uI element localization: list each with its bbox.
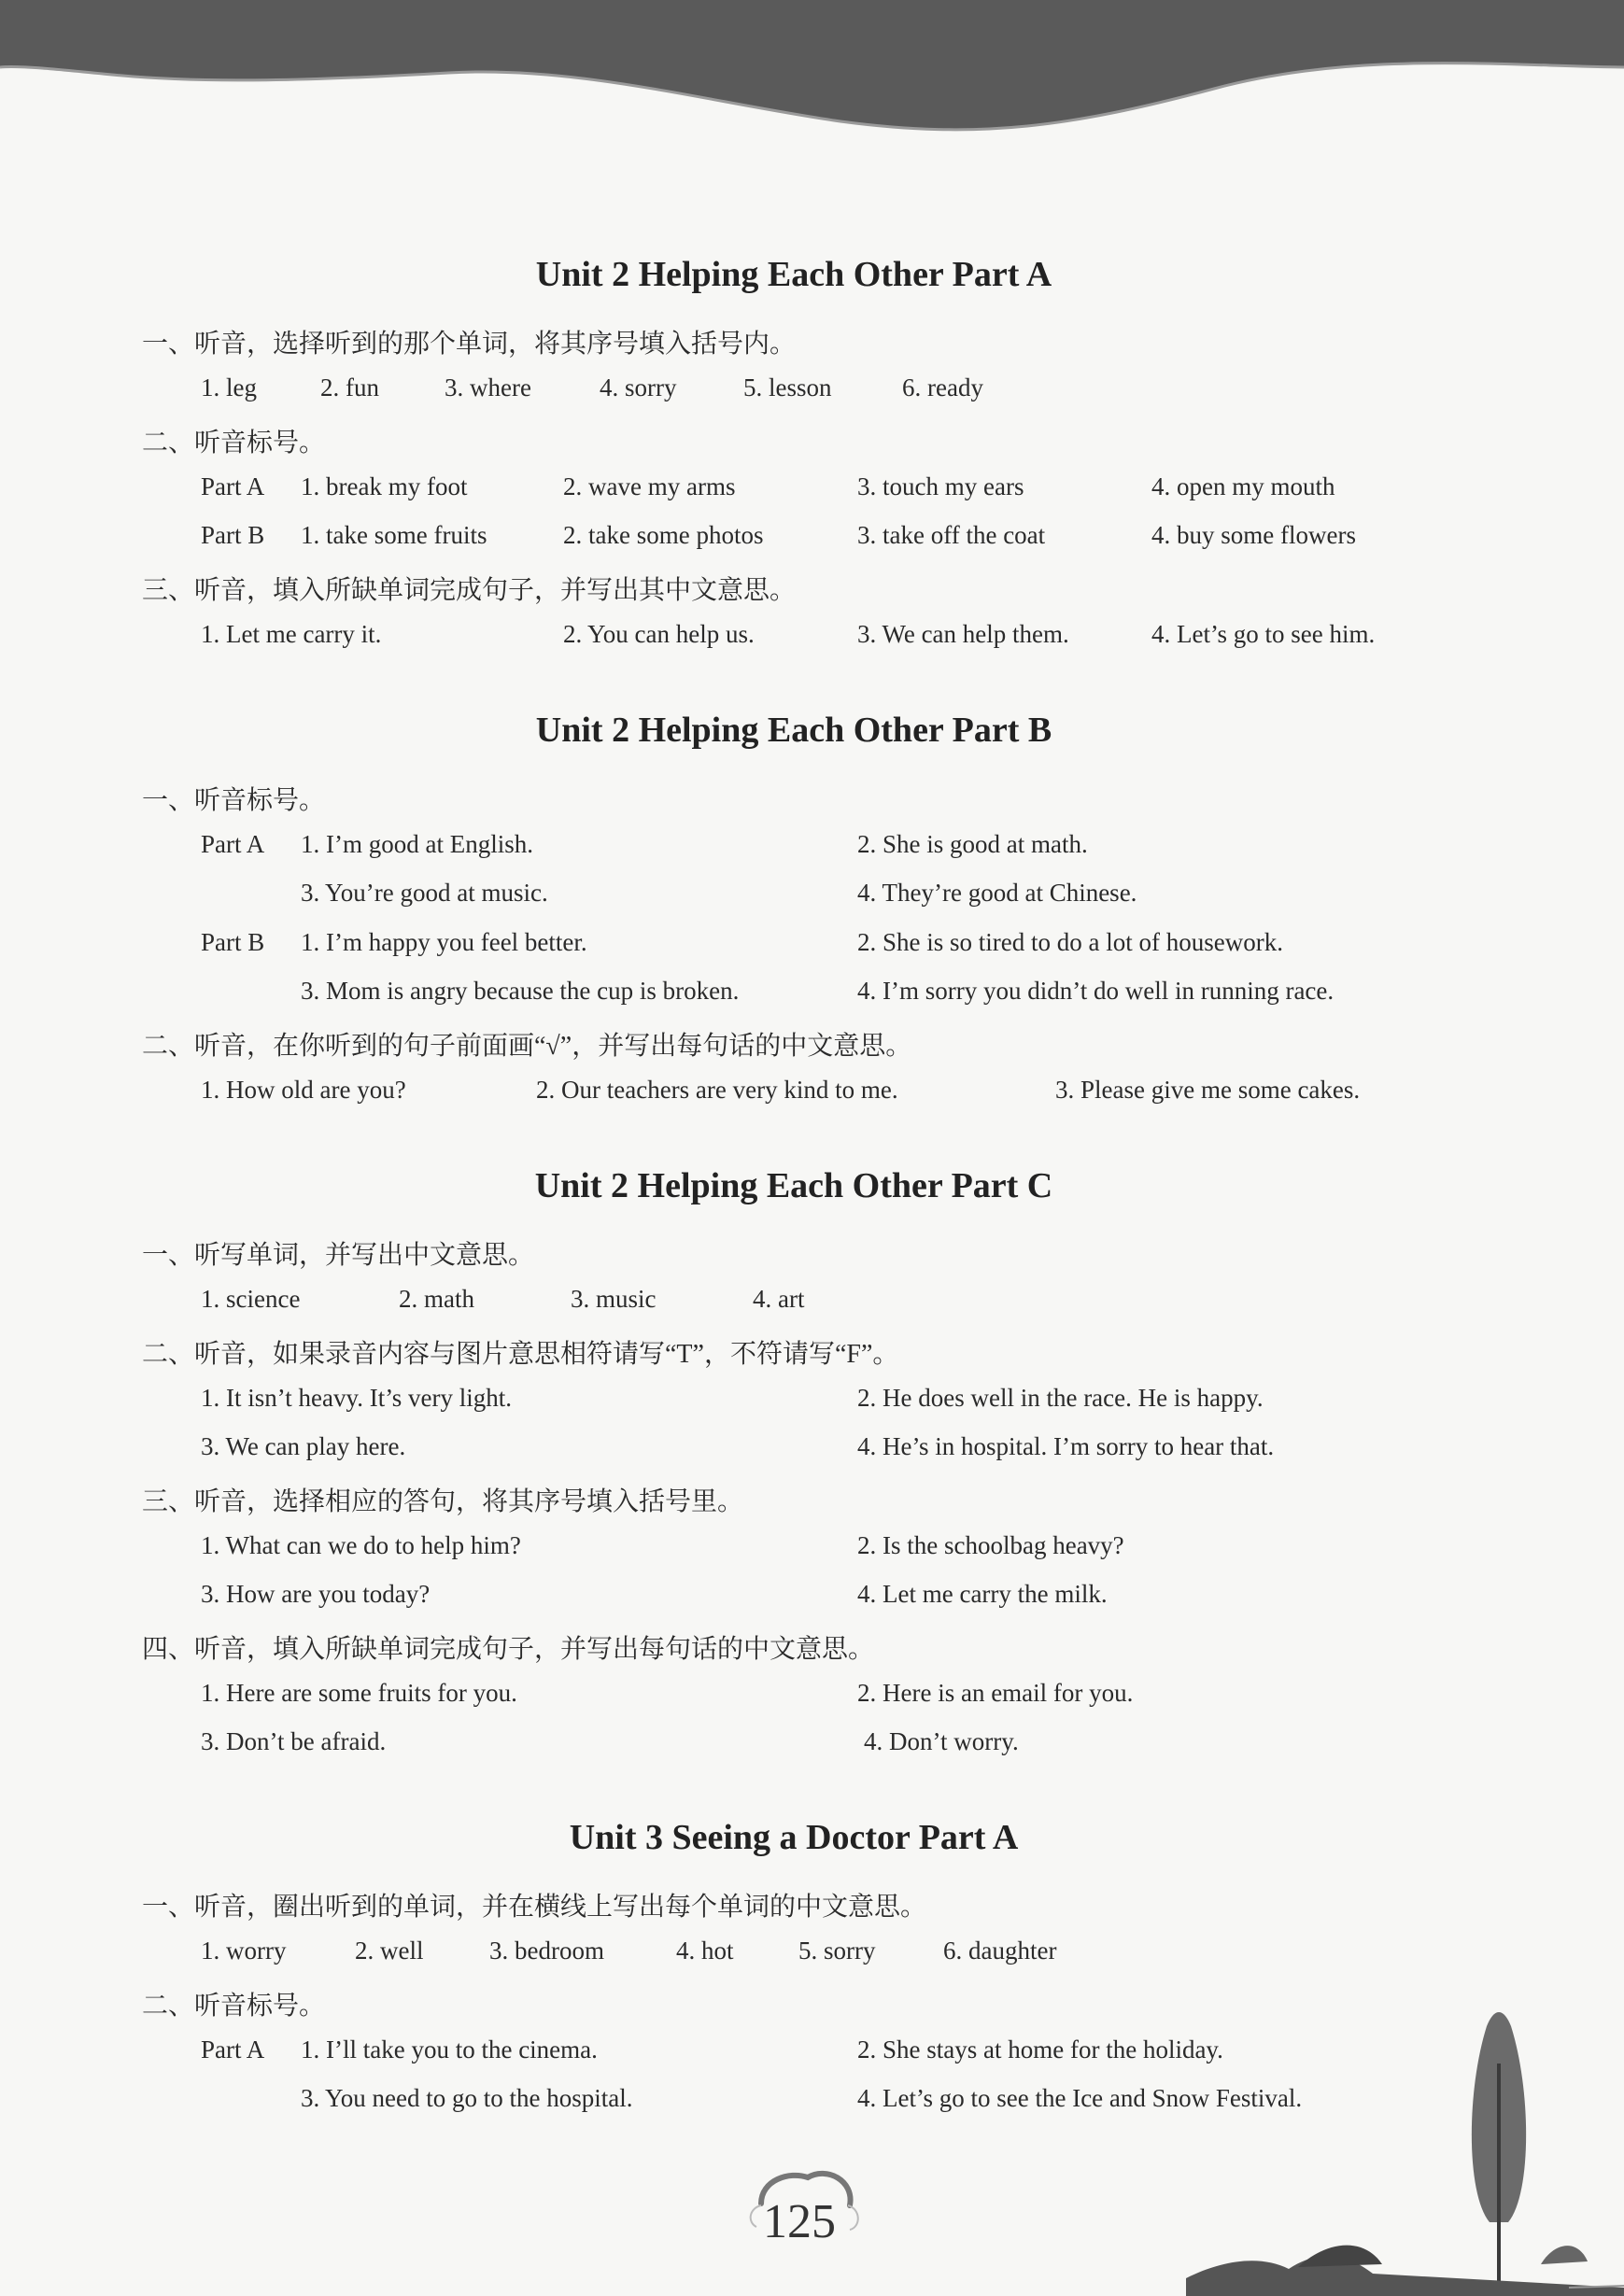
answer-item: 3. take off the coat (857, 521, 1046, 549)
answer-item: 2. Is the schoolbag heavy? (857, 1531, 1124, 1559)
question-heading: 一、听音，圈出听到的单词，并在横线上写出每个单词的中文意思。 (142, 1893, 927, 1922)
part-label: Part A (201, 830, 265, 858)
answer-item: 3. bedroom (489, 1937, 604, 1965)
answer-item: 1. worry (201, 1937, 287, 1965)
answer-item: 3. We can play here. (201, 1432, 406, 1460)
answer-item: 2. She stays at home for the holiday. (857, 2035, 1223, 2064)
answer-item: 2. math (399, 1285, 474, 1313)
question-heading: 二、听音，在你听到的句子前面画“√”，并写出每句话的中文意思。 (142, 1032, 912, 1061)
answer-item: 6. ready (902, 373, 983, 401)
answer-item: 5. sorry (798, 1937, 876, 1965)
answer-item: 1. I’m happy you feel better. (301, 928, 587, 956)
answer-item: 3. Please give me some cakes. (1055, 1076, 1361, 1104)
part-label: Part B (201, 928, 265, 956)
answer-item: 3. How are you today? (201, 1580, 431, 1608)
answer-item: 2. You can help us. (563, 620, 755, 648)
answer-item: 4. They’re good at Chinese. (857, 879, 1137, 907)
answer-item: 3. touch my ears (857, 472, 1024, 500)
answer-item: 3. where (445, 373, 531, 401)
answer-item: 1. How old are you? (201, 1076, 406, 1104)
answer-item: 4. Let me carry the milk. (857, 1580, 1108, 1608)
part-label: Part A (201, 2035, 265, 2064)
answer-item: 3. music (571, 1285, 657, 1313)
answer-item: 1. Here are some fruits for you. (201, 1679, 517, 1707)
answer-item: 2. Here is an email for you. (857, 1679, 1134, 1707)
answer-item: 4. I’m sorry you didn’t do well in running race. (857, 977, 1335, 1005)
answer-item: 1. What can we do to help him? (201, 1531, 521, 1559)
answer-item: 4. buy some flowers (1151, 521, 1356, 549)
answer-item: 3. Don’t be afraid. (201, 1727, 387, 1755)
answer-item: 2. well (355, 1937, 424, 1965)
question-heading: 四、听音，填入所缺单词完成句子，并写出每句话的中文意思。 (142, 1635, 875, 1664)
answer-item: 3. We can help them. (857, 620, 1069, 648)
answer-item: 4. sorry (600, 373, 677, 401)
answer-item: 1. I’m good at English. (301, 830, 533, 858)
answer-item: 2. She is so tired to do a lot of housework. (857, 928, 1283, 956)
answer-item: 1. leg (201, 373, 257, 401)
question-heading: 一、听写单词，并写出中文意思。 (142, 1241, 535, 1270)
section-title: Unit 2 Helping Each Other Part A (535, 255, 1052, 294)
question-heading: 三、听音，填入所缺单词完成句子，并写出其中文意思。 (142, 576, 797, 605)
question-heading: 二、听音标号。 (142, 1992, 326, 2021)
question-heading: 二、听音标号。 (142, 429, 326, 458)
answer-item: 1. It isn’t heavy. It’s very light. (201, 1384, 512, 1412)
answer-item: 4. open my mouth (1151, 472, 1335, 500)
answer-item: 4. art (753, 1285, 805, 1313)
answer-item: 1. science (201, 1285, 301, 1313)
answer-item: 1. break my foot (301, 472, 468, 500)
answer-item: 2. take some photos (563, 521, 764, 549)
answer-item: 5. lesson (743, 373, 832, 401)
section-title: Unit 2 Helping Each Other Part C (534, 1166, 1053, 1205)
answer-item: 3. You’re good at music. (301, 879, 548, 907)
page-number: 125 (763, 2195, 836, 2248)
answer-item: 3. Mom is angry because the cup is broken. (301, 977, 740, 1005)
answer-item: 2. wave my arms (563, 472, 736, 500)
answer-item: 4. hot (676, 1937, 734, 1965)
answer-item: 2. He does well in the race. He is happy. (857, 1384, 1264, 1412)
answer-item: 4. He’s in hospital. I’m sorry to hear that. (857, 1432, 1275, 1460)
answer-item: 2. fun (320, 373, 379, 401)
question-heading: 二、听音，如果录音内容与图片意思相符请写“T”，不符请写“F”。 (142, 1340, 899, 1369)
part-label: Part A (201, 472, 265, 500)
answer-item: 1. take some fruits (301, 521, 487, 549)
answer-item: 2. She is good at math. (857, 830, 1088, 858)
answer-item: 6. daughter (943, 1937, 1057, 1965)
tree-icon (1186, 2007, 1624, 2296)
answer-item: 2. Our teachers are very kind to me. (536, 1076, 898, 1104)
question-heading: 三、听音，选择相应的答句，将其序号填入括号里。 (142, 1487, 744, 1516)
answer-item: 1. I’ll take you to the cinema. (301, 2035, 598, 2064)
section-title: Unit 2 Helping Each Other Part B (535, 711, 1052, 750)
answer-item: 4. Let’s go to see him. (1151, 620, 1376, 648)
answer-item: 4. Don’t worry. (864, 1727, 1019, 1755)
section-title: Unit 3 Seeing a Doctor Part A (569, 1818, 1019, 1857)
part-label: Part B (201, 521, 265, 549)
question-heading: 一、听音，选择听到的那个单词，将其序号填入括号内。 (142, 330, 797, 359)
answer-item: 1. Let me carry it. (201, 620, 382, 648)
question-heading: 一、听音标号。 (142, 786, 326, 815)
answer-item: 4. Let’s go to see the Ice and Snow Festival. (857, 2084, 1303, 2112)
answer-item: 3. You need to go to the hospital. (301, 2084, 633, 2112)
